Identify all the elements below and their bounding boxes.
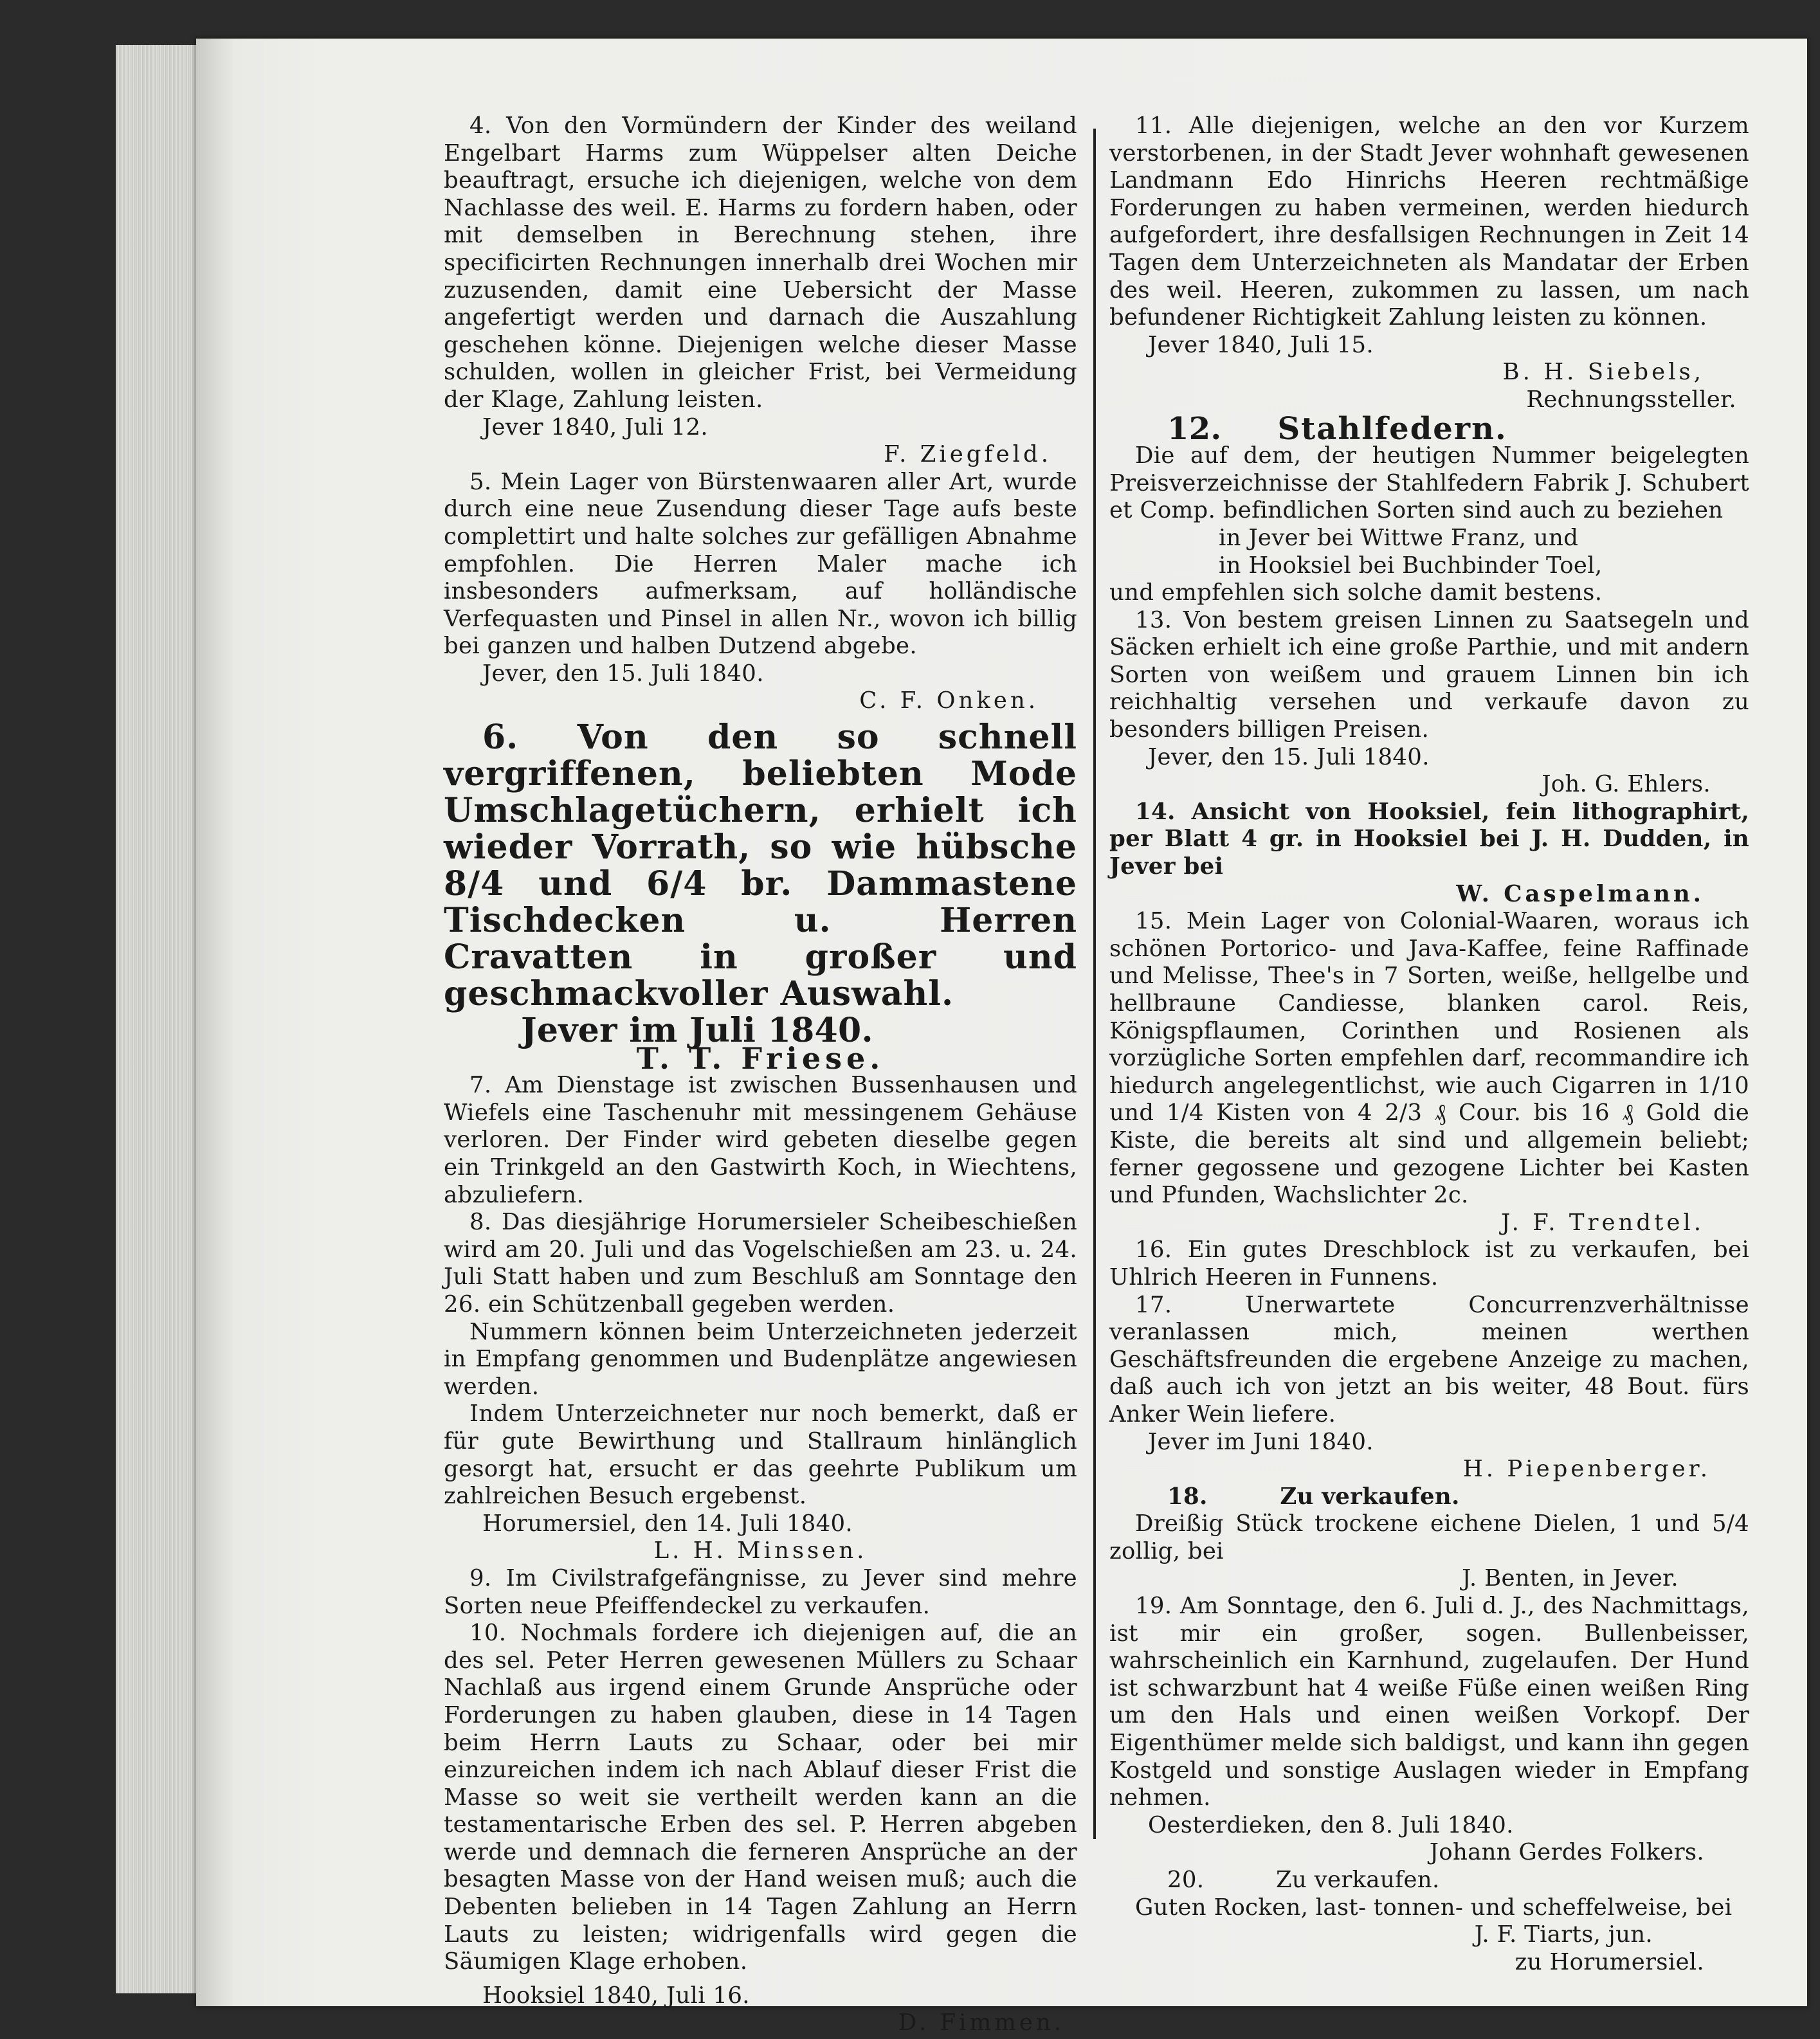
ad-12-closing: und empfehlen sich solche damit bestens. bbox=[1109, 579, 1603, 606]
ad-13-text: 13. Von bestem greisen Linnen zu Saatsegeln und Säcken erhielt ich eine große Parthie, und mit andern Sorten von weißem und grauem Linnen bin ich reichhaltig versehen und verkaufe davon zu besonders billigen Preisen. bbox=[1109, 606, 1749, 743]
ad-5-text: 5. Mein Lager von Bürstenwaaren aller Art, wurde durch eine neue Zusendung dieser Tage aufs beste complettirt und halte solches zur gefälligen Abnahme empfohlen. Die Herren Maler mache ich insbesonders aufmerksam, auf holländische Verfequasten und Pinsel in allen Nr., wovon ich billig bei ganzen und halben Dutzend abgebe. bbox=[444, 468, 1077, 660]
ad-10-signature: D. Fimmen. bbox=[898, 2009, 1064, 2036]
ad-10-date: Hooksiel 1840, Juli 16. bbox=[482, 1982, 750, 2009]
ad-16-text: 16. Ein gutes Dreschblock ist zu verkaufen, bei Uhlrich Heeren in Funnens. bbox=[1109, 1237, 1749, 1291]
ad-20 bbox=[1109, 1867, 1749, 1976]
ad-8-date: Horumersiel, den 14. Juli 1840. bbox=[482, 1510, 853, 1537]
ad-12-heading bbox=[1109, 410, 1749, 447]
ad-11-signature: B. H. Siebels, bbox=[1502, 359, 1704, 386]
ad-12 bbox=[1109, 410, 1749, 607]
ad-4-text: 4. Von den Vormündern der Kinder des weiland Engelbart Harms zum Wüppelser alten Deiche beauftragt, ersuche ich diejenigen, welche von dem Nachlasse des weil. E. Harms zu fordern haben, oder mit demselben in Berechnung stehen, ihre specificirten Rechnungen innerhalb drei Wochen mir zuzusenden, damit eine Uebersicht der Masse angefertigt werden und darnach die Auszahlung geschehen könne. Diejenigen welche dieser Masse schulden, wollen in gleicher Frist, bei Vermeidung der Klage, Zahlung leisten. bbox=[444, 113, 1077, 413]
ad-14-text: 14. Ansicht von Hooksiel, fein lithographirt, per Blatt 4 gr. in Hooksiel bei J. H. Dudden, in Jever bei bbox=[1109, 798, 1749, 880]
ad-5-date: Jever, den 15. Juli 1840. bbox=[482, 660, 764, 687]
ad-13 bbox=[1109, 607, 1749, 799]
ad-17-text: 17. Unerwartete Concurrenzverhältnisse veranlassen mich, meinen werthen Geschäftsfreunden die ergebene Anzeige zu machen, daß auch ich von jetzt an bis weiter, 48 Bout. fürs Anker Wein liefere. bbox=[1109, 1291, 1749, 1427]
ad-13-date: Jever, den 15. Juli 1840. bbox=[1148, 743, 1430, 770]
ad-15-signature: J. F. Trendtel. bbox=[1501, 1209, 1704, 1236]
ad-20-heading bbox=[1109, 1867, 1749, 1894]
ad-6 bbox=[444, 718, 1077, 1076]
ad-18-heading bbox=[1109, 1483, 1749, 1511]
column-rule bbox=[1093, 129, 1096, 1839]
ad-11-signature-role: Rechnungssteller. bbox=[1526, 386, 1736, 413]
ad-15-text: 15. Mein Lager von Colonial-Waaren, woraus ich schönen Portorico- und Java-Kaffee, feine Raffinade und Melisse, Thee's in 7 Sorten, weiße, hellgelbe und hellbraune Candiesse, blanken carol. Reis, Königspflaumen, Corinthen und Rosienen als vorzügliche Sorten empfehlen darf, recommandire ich hiedurch angelegentlichst, wie auch Cigarren in 1/10 und 1/4 Kisten von 4 2/3 ₰ Cour. bis 16 ₰ Gold die Kiste, die bereits alt sind und allgemein beliebt; ferner gegossene und gezogene Lichter bei Kasten und Pfunden, Wachslichter 2c. bbox=[1109, 908, 1749, 1209]
ad-19-signature: Johann Gerdes Folkers. bbox=[1429, 1839, 1704, 1866]
ad-4-signature: F. Ziegfeld. bbox=[884, 441, 1051, 468]
ad-8-paragraph-3: Indem Unterzeichneter nur noch bemerkt, daß er für gute Bewirthung und Stallraum hinlänglich gesorgt hat, ersucht er das geehrte Publikum um zahlreichen Besuch ergebenst. bbox=[444, 1400, 1077, 1510]
ad-16 bbox=[1109, 1237, 1749, 1291]
ad-19 bbox=[1109, 1593, 1749, 1867]
ad-5-signature: C. F. Onken. bbox=[859, 687, 1039, 714]
ad-18-text: Dreißig Stück trockene eichene Dielen, 1 und 5/4 zollig, bei bbox=[1109, 1510, 1749, 1564]
ad-12-line-2: in Hooksiel bei Buchbinder Toel, bbox=[1219, 552, 1603, 579]
ad-12-title: Stahlfedern. bbox=[1277, 410, 1507, 447]
ad-6-text: 6. Von den so schnell vergriffenen, beliebten Mode Umschlagetüchern, erhielt ich wieder Vorrath, so wie hübsche 8/4 und 6/4 br. Dammastene Tischdecken u. Herren Cravatten in großer und geschmackvoller Auswahl. bbox=[444, 718, 1077, 1014]
ad-20-number: 20. bbox=[1167, 1867, 1205, 1893]
ad-18-signature: J. Benten, in Jever. bbox=[1462, 1565, 1679, 1592]
ad-18-title: Zu verkaufen. bbox=[1280, 1483, 1460, 1510]
ad-18 bbox=[1109, 1483, 1749, 1593]
ad-12-text: Die auf dem, der heutigen Nummer beigelegten Preisverzeichnisse der Stahlfedern Fabrik J. Schubert et Comp. befindlichen Sorten sind auch zu beziehen bbox=[1109, 442, 1749, 524]
ad-18-number: 18. bbox=[1167, 1483, 1208, 1510]
ad-14 bbox=[1109, 799, 1749, 908]
ad-8-signature: L. H. Minssen. bbox=[653, 1537, 868, 1564]
ad-9-text: 9. Im Civilstrafgefängnisse, zu Jever sind mehre Sorten neue Pfeiffendeckel zu verkaufen. bbox=[444, 1564, 1077, 1619]
ad-19-date: Oesterdieken, den 8. Juli 1840. bbox=[1148, 1811, 1514, 1838]
ad-20-place: zu Horumersiel. bbox=[1515, 1948, 1704, 1975]
ad-9 bbox=[444, 1565, 1077, 1620]
ad-19-text: 19. Am Sonntage, den 6. Juli d. J., des Nachmittags, ist mir ein großer, sogen. Bullenbeisser, wahrscheinlich ein Karnhund, zugelaufen. Der Hund ist schwarzbunt hat 4 weiße Füße einen weißen Ring um den Hals und einen weißen Vorkopf. Der Eigenthümer melde sich baldigst, und kann ihn gegen Kostgeld und sonstige Auslagen wieder in Empfang nehmen. bbox=[1109, 1593, 1749, 1811]
ad-14-signature: W. Caspelmann. bbox=[1456, 880, 1704, 907]
ad-15 bbox=[1109, 908, 1749, 1237]
ad-8 bbox=[444, 1209, 1077, 1565]
ad-8-paragraph-1: 8. Das diesjährige Horumersieler Scheibeschießen wird am 20. Juli und das Vogelschießen am 23. u. 24. Juli Statt haben und zum Beschluß am Sonntage den 26. ein Schützenball gegeben werden. bbox=[444, 1209, 1077, 1318]
book-page-edges bbox=[116, 45, 201, 1993]
ad-7-text: 7. Am Dienstage ist zwischen Bussenhausen und Wiefels eine Taschenuhr mit messingenem Gehäuse verloren. Der Finder wird gebeten dieselbe gegen ein Trinkgeld an den Gastwirth Koch, in Wiechtens, abzuliefern. bbox=[444, 1072, 1077, 1208]
ad-8-paragraph-2: Nummern können beim Unterzeichneten jederzeit in Empfang genommen und Budenplätze angewiesen werden. bbox=[444, 1318, 1077, 1400]
ad-13-signature: Joh. G. Ehlers. bbox=[1542, 771, 1711, 798]
ad-17-date: Jever im Juni 1840. bbox=[1148, 1428, 1374, 1455]
ad-17 bbox=[1109, 1292, 1749, 1483]
ad-10 bbox=[444, 1620, 1077, 2037]
ad-11-text: 11. Alle diejenigen, welche an den vor Kurzem verstorbenen, in der Stadt Jever wohnhaft gewesenen Landmann Edo Hinrichs Heeren rechtmäßige Forderungen zu haben vermeinen, werden hiedurch aufgefordert, ihre desfallsigen Rechnungen in Zeit 14 Tagen dem Unterzeichneten als Mandatar der Erben des weil. Heeren, zukommen zu lassen, um nach befundener Richtigkeit Zahlung leisten zu können. bbox=[1109, 113, 1749, 331]
ad-11 bbox=[1109, 113, 1749, 414]
ad-5 bbox=[444, 469, 1077, 715]
ad-12-number: 12. bbox=[1167, 410, 1222, 447]
ad-4 bbox=[444, 113, 1077, 469]
ad-4-date: Jever 1840, Juli 12. bbox=[482, 413, 709, 440]
ad-11-date: Jever 1840, Juli 15. bbox=[1148, 331, 1374, 358]
ad-20-title: Zu verkaufen. bbox=[1275, 1867, 1440, 1893]
ad-20-text: Guten Rocken, last- tonnen- und scheffelweise, bei bbox=[1135, 1894, 1733, 1921]
ad-6-signature: T. T. Friese. bbox=[636, 1040, 885, 1076]
ad-20-signature: J. F. Tiarts, jun. bbox=[1474, 1921, 1653, 1948]
left-column bbox=[444, 113, 1077, 2037]
ad-17-signature: H. Piepenberger. bbox=[1462, 1456, 1711, 1483]
ad-10-text: 10. Nochmals fordere ich diejenigen auf, die an des sel. Peter Herren gewesenen Müllers zu Schaar Nachlaß aus irgend einem Grunde Ansprüche oder Forderungen zu haben glauben, diese in 14 Tagen beim Herrn Lauts zu Schaar, oder bei mir einzureichen indem ich nach Ablauf dieser Frist die Masse so weit sie vertheilt werden kann an die testamentarische Erben des sel. P. Herren abgeben werde und demnach die ferneren Ansprüche an der besagten Masse von der Hand weisen muß; auch die Debenten belieben in 14 Tagen Zahlung an Herrn Lauts zu leisten; widrigenfalls wird gegen die Säumigen Klage erhoben. bbox=[444, 1620, 1077, 1975]
ad-12-line-1: in Jever bei Wittwe Franz, und bbox=[1219, 524, 1579, 551]
right-column bbox=[1109, 113, 1749, 1976]
ad-6-date: Jever im Juli 1840. bbox=[521, 1011, 873, 1051]
ad-7 bbox=[444, 1072, 1077, 1209]
